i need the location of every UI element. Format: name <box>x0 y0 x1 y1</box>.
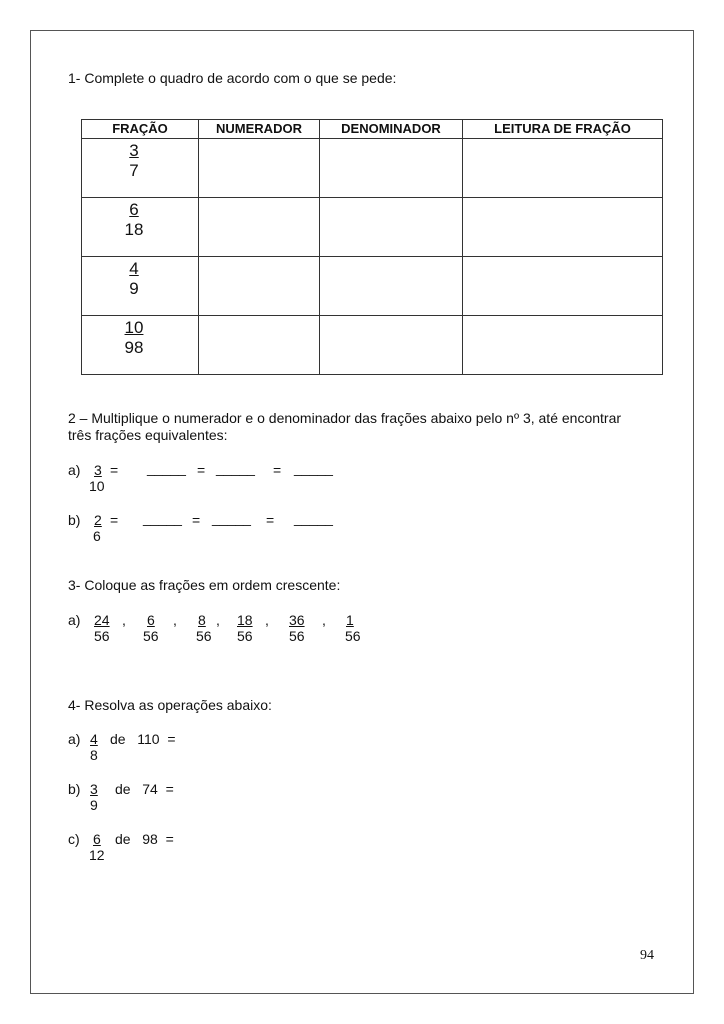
fraction-cell <box>82 198 199 257</box>
q4b-denominator: 9 <box>90 797 98 813</box>
fraction-numerator: 4 <box>129 259 139 278</box>
q3-fraction-6-numerator: 1 <box>346 612 354 628</box>
q3-separator: , <box>122 612 126 628</box>
table-row <box>82 139 663 198</box>
numerador-answer-cell[interactable] <box>199 139 320 198</box>
numerador-answer-cell[interactable] <box>199 257 320 316</box>
fraction-numerator: 6 <box>129 200 139 219</box>
denominador-answer-cell[interactable] <box>320 316 463 375</box>
q1-title: 1- Complete o quadro de acordo com o que se pede: <box>68 70 397 86</box>
q2b-blank-2[interactable]: _____ <box>212 510 251 526</box>
q4b-numerator: 3 <box>90 781 98 797</box>
table-row <box>82 257 663 316</box>
fraction-denominator: 9 <box>129 279 139 298</box>
q2a-blank-1[interactable]: _____ <box>147 460 186 476</box>
header-denominador: DENOMINADOR <box>320 120 463 139</box>
q4a-label: a) <box>68 731 81 747</box>
q3-fraction-6-denominator: 56 <box>345 628 361 644</box>
q3-fraction-3-numerator: 8 <box>198 612 206 628</box>
q2a-blank-3[interactable]: _____ <box>294 460 333 476</box>
q3-fraction-1-numerator: 24 <box>94 612 110 628</box>
fraction-numerator: 10 <box>124 318 144 337</box>
q3-separator: , <box>216 612 220 628</box>
q2a-blank-2[interactable]: _____ <box>216 460 255 476</box>
q3-separator: , <box>265 612 269 628</box>
q4c-denominator: 12 <box>89 847 105 863</box>
q2a-denominator: 10 <box>89 478 105 494</box>
q4b-expression: de 74 = <box>115 781 174 797</box>
numerador-answer-cell[interactable] <box>199 198 320 257</box>
leitura-answer-cell[interactable] <box>463 257 663 316</box>
header-fracao: FRAÇÃO <box>82 120 199 139</box>
table-row <box>82 198 663 257</box>
q3-fraction-2-denominator: 56 <box>143 628 159 644</box>
q2b-numerator: 2 <box>94 512 102 528</box>
leitura-answer-cell[interactable] <box>463 198 663 257</box>
q3-fraction-3-denominator: 56 <box>196 628 212 644</box>
q4-title: 4- Resolva as operações abaixo: <box>68 697 272 713</box>
q4c-numerator: 6 <box>93 831 101 847</box>
fraction-denominator: 7 <box>129 161 139 180</box>
q2b-equals: = <box>266 512 275 528</box>
q4a-numerator: 4 <box>90 731 98 747</box>
q3-title: 3- Coloque as frações em ordem crescente: <box>68 577 341 593</box>
page-number: 94 <box>640 948 654 963</box>
fraction-denominator: 18 <box>124 220 144 239</box>
q3-separator: , <box>322 612 326 628</box>
q4b-label: b) <box>68 781 81 797</box>
numerador-answer-cell[interactable] <box>199 316 320 375</box>
q4a-expression: de 110 = <box>110 731 176 747</box>
table-row <box>82 316 663 375</box>
q2b-equals: = <box>110 512 119 528</box>
q3-label: a) <box>68 612 81 628</box>
q4c-expression: de 98 = <box>115 831 174 847</box>
q2a-equals: = <box>273 462 282 478</box>
q4c-label: c) <box>68 831 80 847</box>
q2b-blank-1[interactable]: _____ <box>143 510 182 526</box>
q3-fraction-5-denominator: 56 <box>289 628 305 644</box>
q2b-blank-3[interactable]: _____ <box>294 510 333 526</box>
q3-fraction-4-denominator: 56 <box>237 628 253 644</box>
q2-instruction-line2: três frações equivalentes: <box>68 427 228 443</box>
q3-fraction-1-denominator: 56 <box>94 628 110 644</box>
fraction-cell <box>82 257 199 316</box>
q2-instruction-line1: 2 – Multiplique o numerador e o denominador das frações abaixo pelo nº 3, até encontrar <box>68 410 622 426</box>
table-header-row <box>82 120 663 139</box>
denominador-answer-cell[interactable] <box>320 139 463 198</box>
q4a-denominator: 8 <box>90 747 98 763</box>
q2b-denominator: 6 <box>93 528 101 544</box>
q2a-equals: = <box>110 462 119 478</box>
fraction-table <box>81 119 663 375</box>
q2b-equals: = <box>192 512 201 528</box>
denominador-answer-cell[interactable] <box>320 257 463 316</box>
q2b-label: b) <box>68 512 81 528</box>
fraction-numerator: 3 <box>129 141 139 160</box>
q2a-numerator: 3 <box>94 462 102 478</box>
header-numerador: NUMERADOR <box>199 120 320 139</box>
leitura-answer-cell[interactable] <box>463 139 663 198</box>
fraction-cell <box>82 316 199 375</box>
fraction-denominator: 98 <box>124 338 144 357</box>
denominador-answer-cell[interactable] <box>320 198 463 257</box>
q3-separator: , <box>173 612 177 628</box>
leitura-answer-cell[interactable] <box>463 316 663 375</box>
q3-fraction-4-numerator: 18 <box>237 612 253 628</box>
header-leitura: LEITURA DE FRAÇÃO <box>463 120 663 139</box>
q2a-label: a) <box>68 462 81 478</box>
q3-fraction-5-numerator: 36 <box>289 612 305 628</box>
q3-fraction-2-numerator: 6 <box>147 612 155 628</box>
q2a-equals: = <box>197 462 206 478</box>
fraction-cell <box>82 139 199 198</box>
